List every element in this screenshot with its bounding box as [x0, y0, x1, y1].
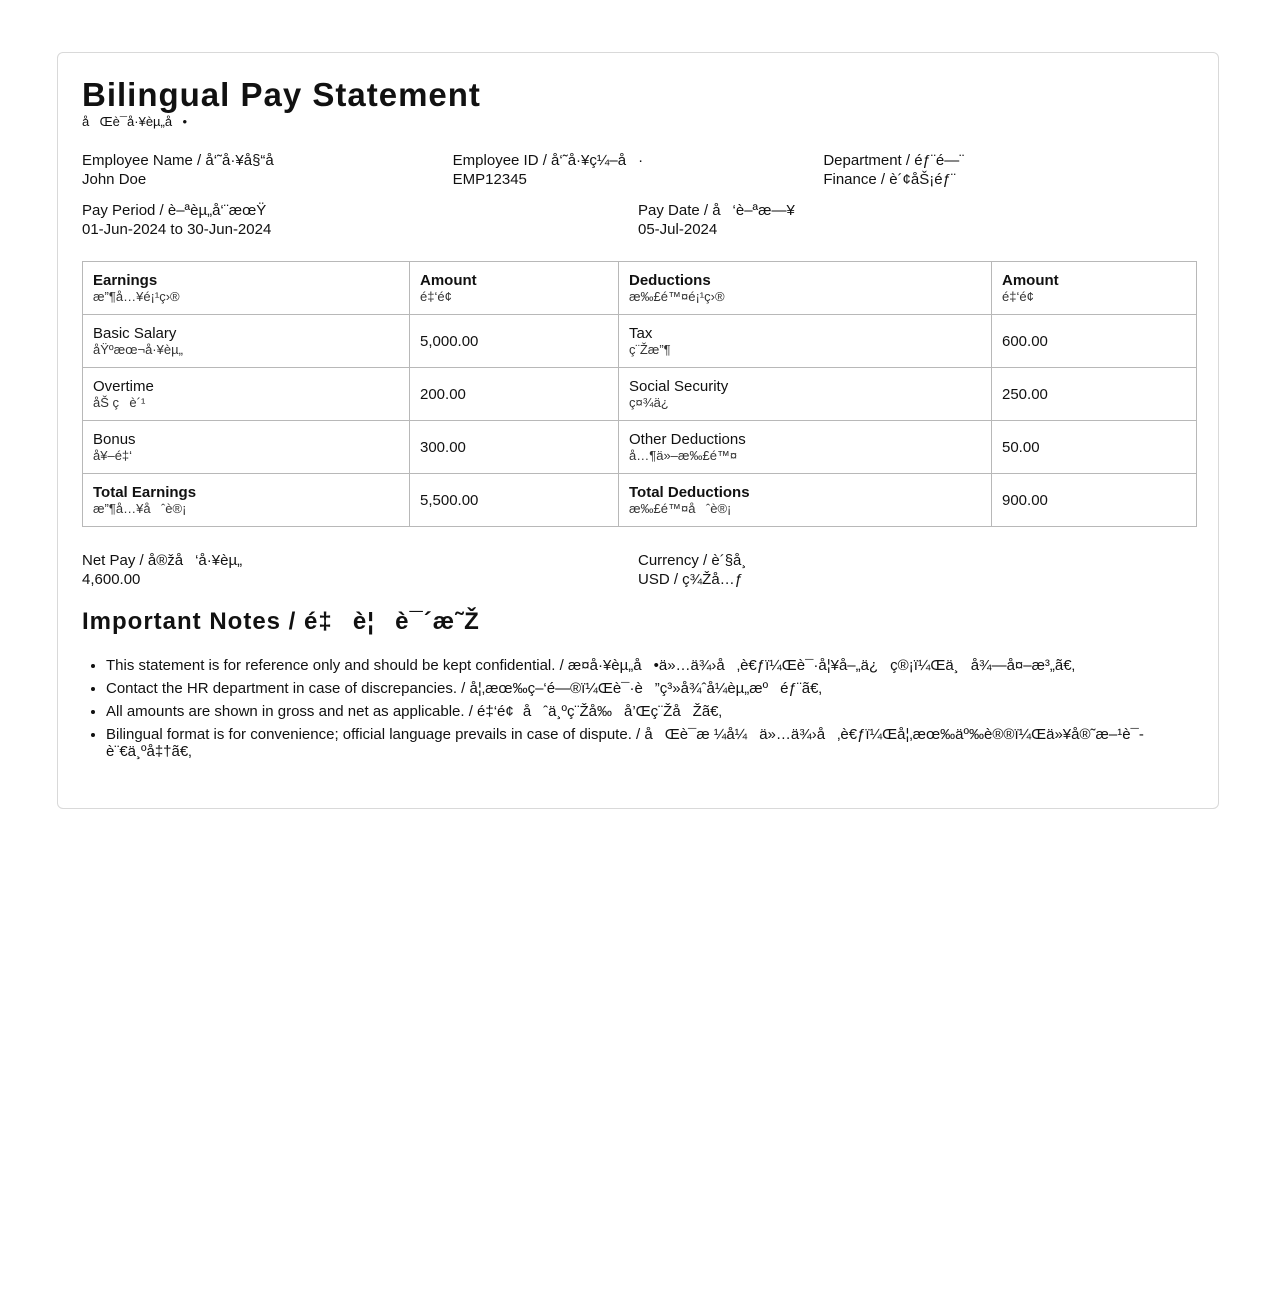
deduction-amount: 50.00 [992, 421, 1197, 474]
pay-period-label: Pay Period / è–ªèµ„å‘¨æœŸ [82, 202, 267, 219]
list-item: • All amounts are shown in gross and net as applicable. / é‡‘é¢åˆä¸ºç¨Žå‰å’Œç¨ŽåŽã€‚ [106, 703, 1194, 720]
deduction-amount: 250.00 [992, 368, 1197, 421]
earning-item: Bonus å¥–é‡‘ [83, 421, 410, 474]
pay-date-value: 05-Jul-2024 [638, 221, 718, 238]
pay-table [82, 261, 1197, 527]
employee-id-field [453, 151, 824, 189]
notes-list [82, 657, 1194, 760]
deduction-item: Other Deductions å…¶ä»–æ‰£é™¤ [619, 421, 992, 474]
pay-period-value: 01-Jun-2024 to 30-Jun-2024 [82, 221, 272, 238]
department-value: Finance / è´¢åŠ¡éƒ¨ [823, 171, 956, 188]
page-title: Bilingual Pay Statement [82, 76, 481, 113]
header-deductions-amount: Amount é‡‘é¢ [992, 262, 1197, 315]
deduction-item: Social Security ç¤¾ä¿ [619, 368, 992, 421]
notes-title: Important Notes / é‡è¦è¯´æ˜Ž [82, 608, 480, 635]
pay-period-field [82, 201, 638, 239]
pay-date-field [638, 201, 1194, 239]
net-pay-field [82, 551, 638, 589]
header-deductions: Deductions æ‰£é™¤é¡¹ç›® [619, 262, 992, 315]
net-pay-value: 4,600.00 [82, 571, 141, 588]
page-subtitle: åŒè¯å·¥èµ„å• [82, 114, 188, 129]
earning-item: Basic Salary åŸºæœ¬å·¥èµ„ [83, 315, 410, 368]
list-item: • This statement is for reference only and should be kept confidential. / æ¤å·¥èµ„å•ä»…ä¾›å‚è€ƒï¼Œè¯·å¦¥å–„ä¿ç®¡ï¼Œä¸å¾—å¤–æ³„ã€‚ [106, 657, 1194, 674]
pay-date-label: Pay Date / å‘è–ªæ—¥ [638, 202, 795, 219]
total-deductions-label: Total Deductions æ‰£é™¤åˆè®¡ [619, 474, 992, 527]
header-earnings-amount: Amount é‡‘é¢ [410, 262, 619, 315]
employee-name-field [82, 151, 453, 189]
list-item: • Contact the HR department in case of discrepancies. / å¦‚æœ‰ç–‘é—®ï¼Œè¯·è”ç³»å¾ˆå¼èµ„æºéƒ¨ã€‚ [106, 680, 1194, 697]
earning-amount: 300.00 [410, 421, 619, 474]
net-pay-label: Net Pay / å®žå‘å·¥èµ„ [82, 552, 243, 569]
deduction-item: Tax ç¨Žæ”¶ [619, 315, 992, 368]
employee-id-value: EMP12345 [452, 171, 527, 188]
department-field [823, 151, 1194, 189]
table-row [83, 315, 1197, 368]
table-row [83, 368, 1197, 421]
currency-label: Currency / è´§å¸ [638, 552, 759, 569]
earning-item: Overtime åŠ çè´¹ [83, 368, 410, 421]
employee-name-label: Employee Name / å‘˜å·¥å§“å [82, 152, 298, 169]
pay-statement-card [57, 52, 1219, 809]
table-row [83, 421, 1197, 474]
total-earnings-amount: 5,500.00 [410, 474, 619, 527]
earning-amount: 5,000.00 [410, 315, 619, 368]
total-earnings-label: Total Earnings æ”¶å…¥åˆè®¡ [83, 474, 410, 527]
list-item: • Bilingual format is for convenience; official language prevails in case of dispute. / åŒè¯æ ¼å¼ä»…ä¾›å‚è€ƒï¼Œå¦‚æœ‰äº‰è®®ï¼Œä»¥å®˜æ–¹è¯è¨€ä¸ºå‡†ã€‚ [106, 726, 1194, 760]
deduction-amount: 600.00 [992, 315, 1197, 368]
currency-value: USD / ç¾Žå…ƒ [638, 571, 744, 588]
employee-name-value: John Doe [82, 171, 147, 188]
total-deductions-amount: 900.00 [992, 474, 1197, 527]
currency-field [638, 551, 1194, 589]
earning-amount: 200.00 [410, 368, 619, 421]
header-earnings: Earnings æ”¶å…¥é¡¹ç›® [83, 262, 410, 315]
table-total-row [83, 474, 1197, 527]
employee-info-row [82, 151, 1194, 189]
department-label: Department / éƒ¨é—¨ [823, 152, 965, 169]
table-header-row [83, 262, 1197, 315]
employee-id-label: Employee ID / å‘˜å·¥ç¼–å· [452, 152, 644, 169]
net-pay-row [82, 551, 1194, 589]
pay-info-row [82, 201, 1194, 239]
